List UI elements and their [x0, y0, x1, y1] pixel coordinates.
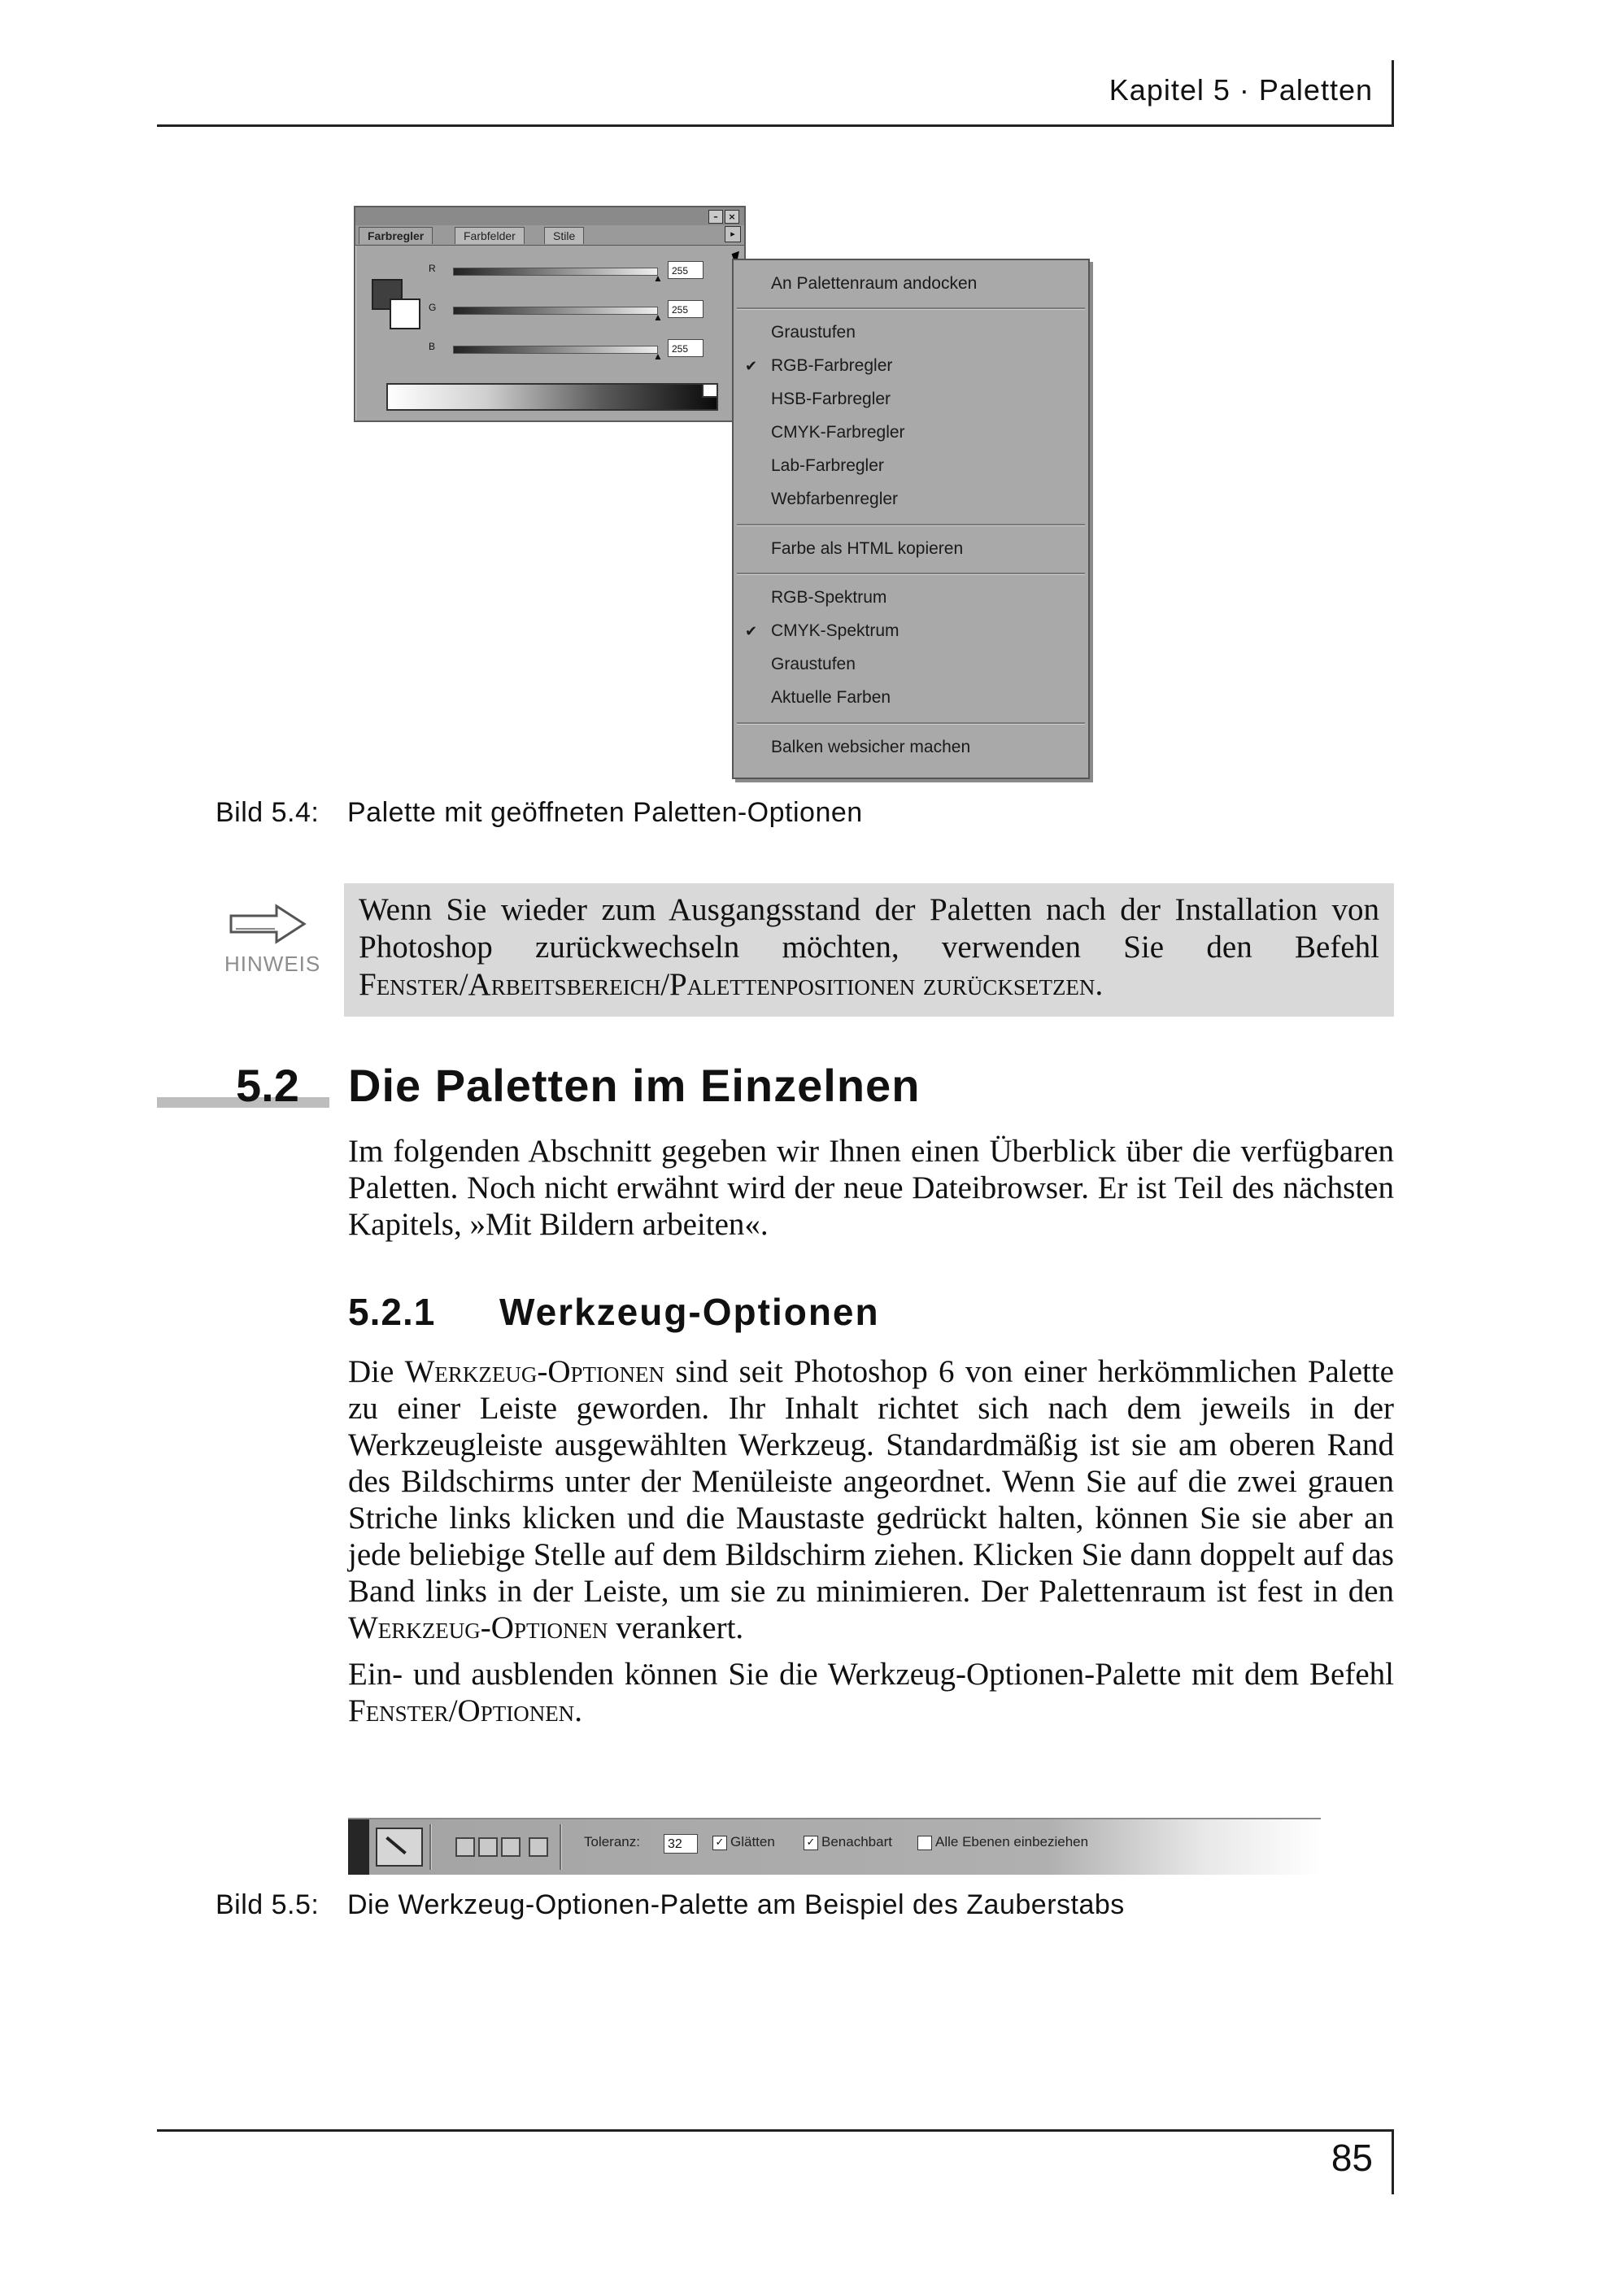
- menu-item-label: Aktuelle Farben: [771, 688, 891, 707]
- palette-options-menu: [732, 259, 1090, 779]
- check-icon: ✔: [745, 623, 758, 639]
- hint-text: Wenn Sie wieder zum Ausgangsstand der Paletten nach der Installation von Photoshop zurückwechseln möchten, verwenden Sie den Befehl: [359, 892, 1379, 965]
- menu-item-balken-websicher[interactable]: [734, 735, 1088, 760]
- section-title: Die Paletten im Einzelnen: [348, 1060, 921, 1111]
- hint-box: [344, 883, 1394, 1017]
- text-run: Die: [348, 1354, 405, 1389]
- checkbox-benachbart[interactable]: ✓: [804, 1836, 818, 1850]
- menu-item-html-kopieren[interactable]: [734, 537, 1088, 561]
- spectrum-white-box[interactable]: [702, 383, 718, 398]
- menu-item-label: An Palettenraum andocken: [771, 274, 978, 293]
- hint-marker: [221, 903, 327, 984]
- new-selection-icon[interactable]: [455, 1837, 475, 1857]
- option-label: Glätten: [730, 1834, 775, 1849]
- menu-item-label: Balken websicher machen: [771, 738, 971, 756]
- menu-item-label: RGB-Spektrum: [771, 588, 887, 607]
- channel-label: G: [429, 302, 437, 313]
- subsection-title: Werkzeug-Optionen: [499, 1291, 880, 1333]
- text-run: .: [574, 1693, 582, 1728]
- tab-stile[interactable]: Stile: [544, 227, 584, 244]
- paragraph: Im folgenden Abschnitt gegeben wir Ihnen einen Überblick über die verfügbaren Paletten. Noch nicht erwähnt wird der neue Dateibrowser. Er ist Teil des nächsten Kapitels, »Mit Bildern arbeiten«.: [348, 1134, 1394, 1242]
- caption-text: Die Werkzeug-Optionen-Palette am Beispiel des Zauberstabs: [347, 1889, 1125, 1920]
- hint-label: HINWEIS: [224, 952, 321, 976]
- checkbox-alle-ebenen[interactable]: [917, 1836, 932, 1850]
- channel-label: B: [429, 341, 436, 352]
- menu-item-andocken[interactable]: [734, 272, 1088, 296]
- menu-item-label: RGB-Farbregler: [771, 356, 893, 375]
- right-arrow-icon: [228, 903, 309, 945]
- palette-menu-arrow-icon[interactable]: ▸: [725, 226, 741, 242]
- tab-farbfelder[interactable]: Farbfelder: [455, 227, 525, 244]
- tolerance-input[interactable]: 32: [664, 1834, 698, 1854]
- text-run: sind seit Photoshop 6 von einer herkömmlichen Palette zu einer Leiste geworden. Ihr Inhalt richtet sich nach dem jeweils in der Werkzeugleiste ausgewählten Werkzeug. Standardmäßig ist sie am oberen Rand des Bildschirms unter der Menüleiste angeordnet. Wenn Sie auf die zwei grauen Striche links klicken und die Maustaste gedrückt halten, können Sie sie aber an jede beliebige Stelle auf dem Bildschirm ziehen. Klicken Sie dann doppelt auf das Band links in der Leiste, um sie zu minimieren. Der Palettenraum ist fest in den: [348, 1354, 1394, 1609]
- footer-vertical-rule: [1392, 2129, 1394, 2194]
- menu-item-label: HSB-Farbregler: [771, 390, 891, 408]
- channel-value-field[interactable]: 255: [668, 261, 703, 279]
- menu-item-webfarbenregler[interactable]: [734, 487, 1088, 512]
- menu-item-label: Webfarbenregler: [771, 490, 899, 508]
- channel-value-field[interactable]: 255: [668, 339, 703, 357]
- channel-label: R: [429, 263, 436, 274]
- palette-titlebar: [355, 207, 744, 225]
- option-label: Alle Ebenen einbeziehen: [935, 1834, 1089, 1849]
- figure-caption: [216, 1889, 1125, 1921]
- menu-separator: [737, 307, 1085, 310]
- caption-number: Bild 5.5:: [216, 1889, 320, 1920]
- channel-value-field[interactable]: 255: [668, 300, 703, 318]
- channel-slider[interactable]: [453, 307, 658, 315]
- menu-separator: [737, 722, 1085, 725]
- text-run: verankert.: [608, 1610, 744, 1645]
- bar-separator: [560, 1824, 562, 1870]
- header-rule: [157, 124, 1394, 127]
- menu-item-rgb-spektrum[interactable]: [734, 586, 1088, 610]
- subsection-number: 5.2.1: [348, 1291, 436, 1333]
- text-run: Ein- und ausblenden können Sie die Werkzeug-Optionen-Palette mit dem Befehl: [348, 1657, 1394, 1692]
- option-label: Benachbart: [821, 1834, 892, 1849]
- subtract-selection-icon[interactable]: [501, 1837, 521, 1857]
- magic-wand-icon[interactable]: [376, 1828, 423, 1867]
- menu-item-label: Graustufen: [771, 323, 856, 342]
- menu-item-rgb-farbregler[interactable]: [734, 354, 1088, 378]
- paragraph: [348, 1656, 1394, 1729]
- menu-item-lab-farbregler[interactable]: [734, 454, 1088, 478]
- checkbox-glaetten[interactable]: ✓: [712, 1836, 727, 1850]
- tolerance-label: Toleranz:: [584, 1834, 640, 1849]
- figure-palette-options: [350, 202, 1098, 781]
- add-selection-icon[interactable]: [478, 1837, 498, 1857]
- header-vertical-rule: [1392, 60, 1394, 127]
- subsection-body: [348, 1353, 1394, 1729]
- section-intro: [348, 1133, 1394, 1243]
- check-icon: ✔: [745, 358, 758, 374]
- intersect-selection-icon[interactable]: [529, 1837, 548, 1857]
- slider-thumb-icon[interactable]: ▲: [653, 351, 663, 362]
- background-color-swatch[interactable]: [390, 298, 420, 329]
- menu-item-hsb-farbregler[interactable]: [734, 387, 1088, 412]
- menu-item-label: CMYK-Spektrum: [771, 621, 900, 640]
- menu-separator: [737, 573, 1085, 575]
- menu-separator: [737, 524, 1085, 526]
- slider-thumb-icon[interactable]: ▲: [653, 312, 663, 323]
- menu-item-cmyk-farbregler[interactable]: [734, 420, 1088, 445]
- figure-caption: [216, 797, 863, 829]
- menu-command: Fenster/Optionen: [348, 1693, 575, 1728]
- menu-item-graustufen-spektrum[interactable]: [734, 652, 1088, 677]
- section-number: 5.2: [236, 1060, 299, 1111]
- palette-tabs: [355, 225, 744, 246]
- running-head: [0, 0, 1603, 130]
- hint-text-end: .: [1095, 967, 1104, 1002]
- paragraph: [348, 1353, 1394, 1646]
- channel-slider[interactable]: [453, 268, 658, 276]
- bar-grip-handle[interactable]: [348, 1819, 369, 1875]
- running-head-text: Kapitel 5 · Paletten: [1109, 73, 1373, 107]
- color-spectrum-bar[interactable]: [386, 383, 718, 411]
- footer-rule: [157, 2129, 1394, 2132]
- menu-item-aktuelle-farben[interactable]: [734, 686, 1088, 710]
- term: Werkzeug-Optionen: [404, 1354, 665, 1389]
- tab-farbregler[interactable]: Farbregler: [359, 227, 433, 244]
- menu-item-label: Graustufen: [771, 655, 856, 673]
- menu-item-cmyk-spektrum[interactable]: [734, 619, 1088, 643]
- menu-command: Fenster/Arbeitsbereich/Palettenpositionen zurücksetzen: [359, 967, 1096, 1002]
- bar-separator: [429, 1824, 432, 1870]
- page-number: 85: [1331, 2137, 1373, 2179]
- minimize-icon[interactable]: –: [708, 210, 723, 224]
- menu-item-label: CMYK-Farbregler: [771, 423, 905, 442]
- term: Werkzeug-Optionen: [348, 1610, 608, 1645]
- channel-g: [420, 298, 738, 323]
- menu-item-label: Lab-Farbregler: [771, 456, 884, 475]
- color-palette: [354, 206, 746, 422]
- caption-number: Bild 5.4:: [216, 797, 320, 828]
- tool-options-bar: [348, 1818, 1321, 1875]
- close-icon[interactable]: ×: [725, 210, 739, 224]
- channel-slider[interactable]: [453, 346, 658, 354]
- channel-b: [420, 338, 738, 362]
- channel-r: [420, 259, 738, 284]
- slider-thumb-icon[interactable]: ▲: [653, 272, 663, 284]
- menu-item-graustufen[interactable]: [734, 320, 1088, 345]
- caption-text: Palette mit geöffneten Paletten-Optionen: [347, 797, 863, 828]
- menu-item-label: Farbe als HTML kopieren: [771, 539, 964, 558]
